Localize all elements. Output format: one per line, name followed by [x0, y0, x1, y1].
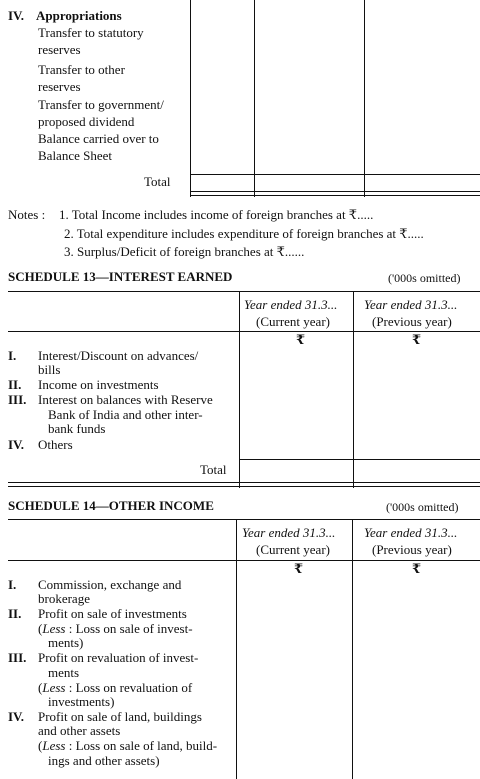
schedule-14-omitted-note: ('000s omitted)	[386, 500, 459, 514]
schedule-14-row-text: investments)	[48, 694, 115, 709]
schedule-13-row-number: IV.	[8, 437, 25, 452]
schedule-13-row-text: Interest on balances with Reserve	[38, 392, 213, 407]
schedule-14-col-divider-2	[352, 519, 353, 779]
schedule-14-row-text: ings and other assets)	[48, 753, 160, 768]
appropriations-item: Balance Sheet	[38, 148, 112, 163]
schedule-14-col2-subheading: (Previous year)	[372, 542, 452, 557]
schedule-14-row-text: Commission, exchange and	[38, 577, 182, 592]
schedule-14-row-text: (Less : Loss on sale of invest-	[38, 621, 193, 636]
schedule-14-col-divider-1	[236, 519, 237, 779]
appropriations-col-divider-3	[364, 0, 365, 197]
schedule-13-row-text: bills	[38, 362, 61, 377]
schedule-13-col2-subheading: (Previous year)	[372, 314, 452, 329]
appropriations-col-divider-2	[254, 0, 255, 197]
schedule-13-title: SCHEDULE 13—INTEREST EARNED	[8, 269, 233, 284]
schedule-13-row-text: Interest/Discount on advances/	[38, 348, 199, 363]
schedule-14-col2-heading: Year ended 31.3...	[364, 525, 458, 540]
schedule-13-total-label: Total	[200, 462, 227, 477]
schedule-13-col2-currency: ₹	[412, 332, 422, 347]
appropriations-item: proposed dividend	[38, 114, 135, 129]
notes-label: Notes :	[8, 207, 46, 222]
schedule-14-row-number: I.	[8, 577, 17, 592]
note-item: 2. Total expenditure includes expenditure of foreign branches at ₹.....	[64, 226, 424, 241]
schedule-14-row-text: (Less : Loss on sale of land, build-	[38, 738, 218, 753]
appropriations-total-line-1	[190, 191, 480, 192]
schedule-14-row-number: III.	[8, 650, 27, 665]
appropriations-item: reserves	[38, 42, 81, 57]
schedule-14-row-number: II.	[8, 606, 22, 621]
schedule-14-row-text: ments	[48, 665, 80, 680]
schedule-13-row-number: I.	[8, 348, 17, 363]
schedule-13-omitted-note: ('000s omitted)	[388, 271, 461, 285]
schedule-14-top-rule	[8, 519, 480, 520]
schedule-14-col1-currency: ₹	[294, 561, 304, 576]
appropriations-col-divider-1	[190, 0, 191, 197]
appropriations-item: Balance carried over to	[38, 131, 159, 146]
schedule-13-col2-heading: Year ended 31.3...	[364, 297, 458, 312]
schedule-14-row-text: and other assets	[38, 723, 121, 738]
appropriations-total-label: Total	[144, 174, 171, 189]
schedule-13-top-rule	[8, 291, 480, 292]
schedule-13-total-line-2	[8, 486, 480, 487]
schedule-14-title: SCHEDULE 14—OTHER INCOME	[8, 498, 214, 513]
appropriations-item: Transfer to other	[38, 62, 125, 77]
note-item: 3. Surplus/Deficit of foreign branches at ₹......	[64, 244, 305, 259]
schedule-13-row-text: Others	[38, 437, 73, 452]
schedule-13-col1-subheading: (Current year)	[256, 314, 330, 329]
appropriations-item: Transfer to government/	[38, 97, 164, 112]
schedule-14-row-text: (Less : Loss on revaluation of	[38, 680, 193, 695]
schedule-13-row-text: Bank of India and other inter-	[48, 407, 203, 422]
schedule-14-header-rule	[8, 560, 480, 561]
schedule-13-total-line-1	[8, 482, 480, 483]
schedule-13-header-rule	[8, 331, 480, 332]
schedule-13-col1-heading: Year ended 31.3...	[244, 297, 338, 312]
schedule-14-col2-currency: ₹	[412, 561, 422, 576]
schedule-14-col1-heading: Year ended 31.3...	[242, 525, 336, 540]
schedule-13-subtotal-line	[239, 459, 480, 460]
schedule-14-col1-subheading: (Current year)	[256, 542, 330, 557]
note-item: 1. Total Income includes income of foreign branches at ₹.....	[59, 207, 374, 222]
schedule-13-col1-currency: ₹	[296, 332, 306, 347]
schedule-14-row-text: Profit on revaluation of invest-	[38, 650, 199, 665]
schedule-13-row-number: III.	[8, 392, 27, 407]
schedule-13-row-text: Income on investments	[38, 377, 159, 392]
schedule-14-row-text: brokerage	[38, 591, 90, 606]
appropriations-title: Appropriations	[36, 8, 122, 23]
appropriations-item: Transfer to statutory	[38, 25, 144, 40]
appropriations-number: IV.	[8, 8, 25, 23]
schedule-13-row-text: bank funds	[48, 421, 106, 436]
appropriations-total-line-2	[190, 195, 480, 196]
appropriations-item: reserves	[38, 79, 81, 94]
schedule-14-row-text: ments)	[48, 635, 84, 650]
appropriations-subtotal-line	[190, 174, 480, 175]
schedule-14-row-text: Profit on sale of land, buildings	[38, 709, 202, 724]
schedule-14-row-number: IV.	[8, 709, 25, 724]
schedule-13-row-number: II.	[8, 377, 22, 392]
schedule-14-row-text: Profit on sale of investments	[38, 606, 187, 621]
